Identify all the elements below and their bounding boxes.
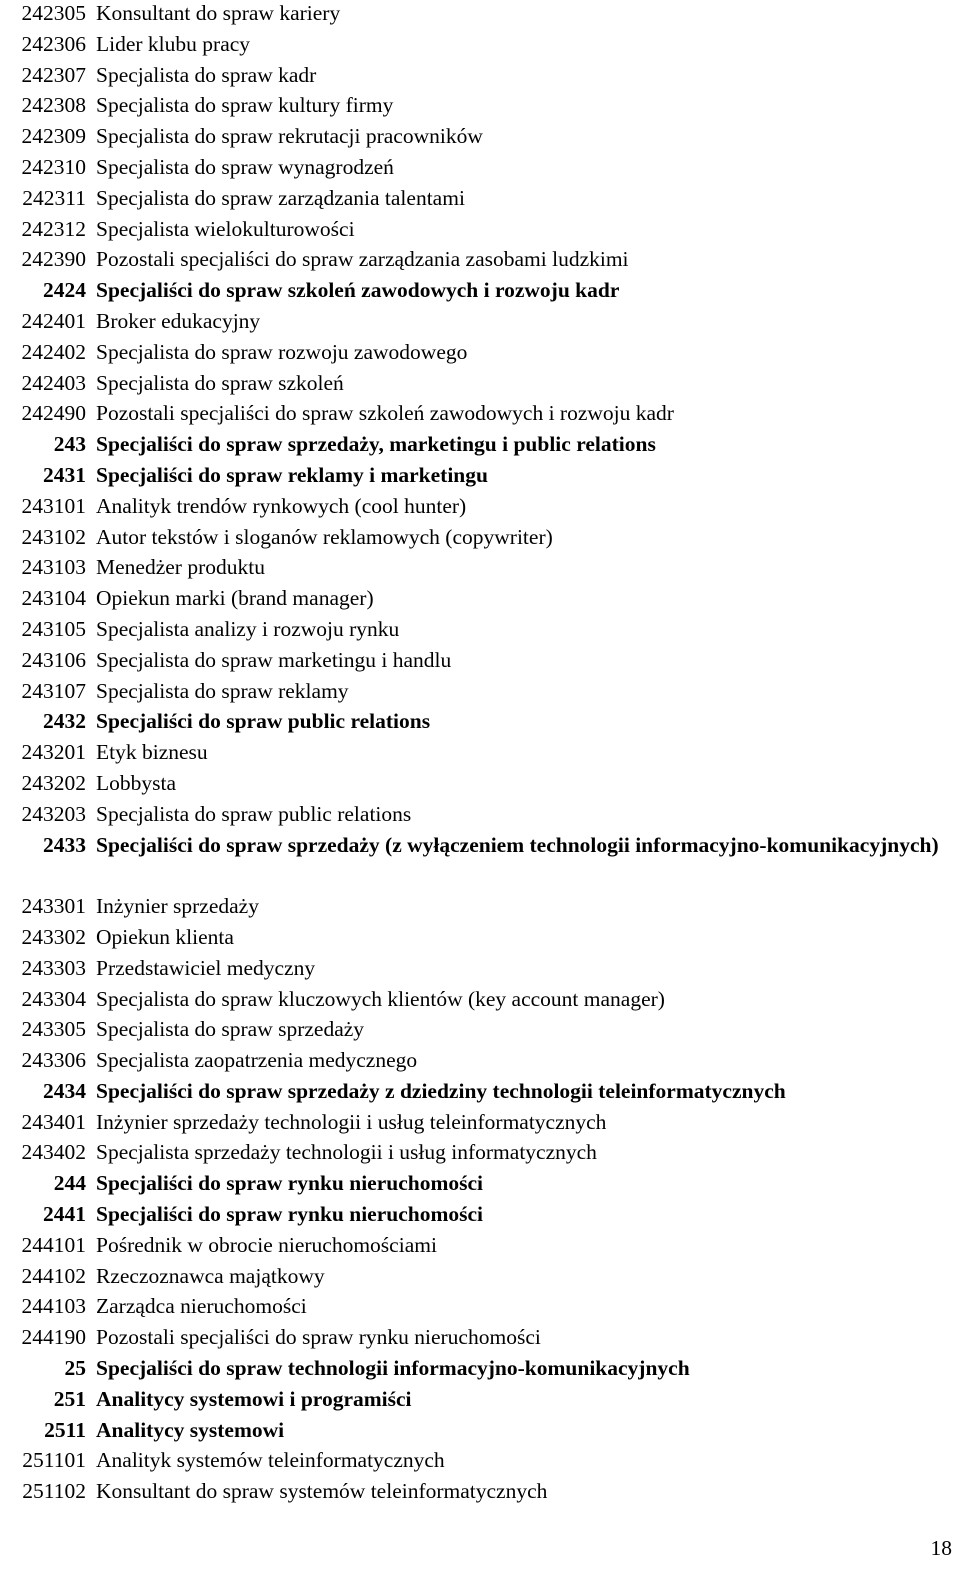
occupation-code: 2511 [44, 1417, 86, 1442]
occupation-title: Specjaliści do spraw sprzedaży, marketingu i public relations [96, 432, 656, 457]
occupation-code: 242401 [21, 308, 86, 333]
occupation-title: Etyk biznesu [96, 740, 208, 765]
occupation-code: 242390 [21, 247, 86, 272]
occupation-code: 244103 [21, 1294, 86, 1319]
occupation-row [0, 645, 960, 676]
group-heading-row [0, 1076, 960, 1107]
occupation-row [0, 953, 960, 984]
occupation-row [0, 60, 960, 91]
occupation-code: 243105 [21, 616, 86, 641]
occupation-title: Specjalista do spraw reklamy [96, 678, 349, 703]
group-heading-row [0, 1168, 960, 1199]
occupation-code: 251 [53, 1386, 86, 1411]
occupation-row [0, 1230, 960, 1261]
occupation-title: Specjalista do spraw kluczowych klientów (key account manager) [96, 986, 665, 1011]
occupation-code: 242309 [21, 124, 86, 149]
occupation-title: Inżynier sprzedaży [96, 894, 259, 919]
group-heading-row [0, 429, 960, 460]
group-heading-row [0, 706, 960, 737]
occupation-code: 243 [53, 432, 86, 457]
occupation-title: Specjalista sprzedaży technologii i usług informatycznych [96, 1140, 597, 1165]
page-number: 18 [930, 1536, 952, 1560]
occupation-title: Specjalista do spraw rekrutacji pracowników [96, 124, 483, 149]
occupation-title: Specjalista do spraw wynagrodzeń [96, 154, 394, 179]
occupation-row [0, 1014, 960, 1045]
group-heading-row [0, 1353, 960, 1384]
occupation-title: Konsultant do spraw systemów teleinformatycznych [96, 1479, 548, 1504]
occupation-code: 2432 [43, 709, 86, 734]
occupation-title: Analityk systemów teleinformatycznych [96, 1448, 445, 1473]
occupation-title: Specjalista do spraw kadr [96, 62, 317, 87]
occupation-row [0, 1137, 960, 1168]
occupation-row [0, 491, 960, 522]
occupation-title: Lobbysta [96, 770, 177, 795]
occupation-title: Specjalista do spraw kultury firmy [96, 93, 394, 118]
occupation-title: Specjaliści do spraw sprzedaży z dziedziny technologii teleinformatycznych [96, 1078, 786, 1103]
occupation-row [0, 1445, 960, 1476]
occupation-code: 243305 [21, 1017, 86, 1042]
occupation-row [0, 583, 960, 614]
occupation-code: 242311 [22, 185, 86, 210]
group-heading-row [0, 460, 960, 491]
occupation-code: 243101 [21, 493, 86, 518]
occupation-code: 25 [64, 1356, 86, 1381]
occupation-title: Specjaliści do spraw rynku nieruchomości [96, 1171, 484, 1196]
occupation-title: Specjalista do spraw zarządzania talentami [96, 185, 465, 210]
occupation-code: 242312 [21, 216, 86, 241]
occupation-code: 251102 [22, 1479, 86, 1504]
occupation-title: Specjaliści do spraw sprzedaży (z wyłączeniem technologii informacyjno-komunikacyjnych) [96, 832, 939, 857]
occupation-code: 243301 [21, 894, 86, 919]
occupation-row [0, 1322, 960, 1353]
occupation-title: Specjaliści do spraw technologii informacyjno-komunikacyjnych [96, 1356, 690, 1381]
occupation-code: 242305 [21, 1, 86, 25]
occupation-code: 243401 [21, 1109, 86, 1134]
occupation-row [0, 244, 960, 275]
occupation-title: Opiekun klienta [96, 924, 234, 949]
occupation-row [0, 152, 960, 183]
occupation-title: Specjaliści do spraw rynku nieruchomości [96, 1202, 484, 1227]
occupation-code: 243201 [21, 740, 86, 765]
occupation-row [0, 337, 960, 368]
occupation-title: Rzeczoznawca majątkowy [96, 1263, 325, 1288]
occupation-row [0, 891, 960, 922]
occupation-title: Analityk trendów rynkowych (cool hunter) [96, 493, 467, 518]
occupation-code: 242310 [21, 154, 86, 179]
occupation-code: 242308 [21, 93, 86, 118]
occupation-code: 242402 [21, 339, 86, 364]
group-heading-row [0, 1199, 960, 1230]
occupation-title: Analitycy systemowi i programiści [96, 1386, 412, 1411]
occupation-title: Specjalista analizy i rozwoju rynku [96, 616, 400, 641]
occupation-title: Konsultant do spraw kariery [96, 1, 341, 25]
occupation-code: 244190 [21, 1325, 86, 1350]
occupation-row [0, 1045, 960, 1076]
occupation-title: Analitycy systemowi [96, 1417, 285, 1442]
occupation-title: Inżynier sprzedaży technologii i usług teleinformatycznych [96, 1109, 607, 1134]
occupation-title: Opiekun marki (brand manager) [96, 586, 374, 611]
occupation-title: Przedstawiciel medyczny [96, 955, 316, 980]
occupation-title: Specjalista do spraw marketingu i handlu [96, 647, 452, 672]
occupation-code: 242307 [21, 62, 86, 87]
occupation-row [0, 121, 960, 152]
occupation-row [0, 368, 960, 399]
occupation-row [0, 614, 960, 645]
occupation-row [0, 922, 960, 953]
occupation-row [0, 799, 960, 830]
occupation-code: 2431 [43, 462, 86, 487]
occupation-code: 244101 [21, 1232, 86, 1257]
group-heading-row [0, 275, 960, 306]
occupation-title: Specjalista zaopatrzenia medycznego [96, 1048, 418, 1073]
occupation-row [0, 552, 960, 583]
occupation-code: 2434 [43, 1078, 86, 1103]
occupation-row [0, 768, 960, 799]
occupation-title: Pozostali specjaliści do spraw zarządzania zasobami ludzkimi [96, 247, 629, 272]
occupation-code: 242490 [21, 401, 86, 426]
occupation-code: 242403 [21, 370, 86, 395]
occupation-code: 243106 [21, 647, 86, 672]
occupation-row [0, 1291, 960, 1322]
occupation-title: Specjalista wielokulturowości [96, 216, 355, 241]
occupation-title: Specjalista do spraw sprzedaży [96, 1017, 365, 1042]
occupation-row [0, 984, 960, 1015]
occupation-row [0, 214, 960, 245]
occupation-title: Specjalista do spraw public relations [96, 801, 412, 826]
occupation-row [0, 183, 960, 214]
occupation-code: 2424 [43, 278, 86, 303]
occupation-code: 243304 [21, 986, 86, 1011]
occupation-row [0, 676, 960, 707]
occupation-code: 251101 [22, 1448, 86, 1473]
occupation-code: 243102 [21, 524, 86, 549]
occupation-title: Menedżer produktu [96, 555, 265, 580]
occupation-code: 2433 [43, 832, 86, 857]
occupation-row [0, 29, 960, 60]
occupation-title: Pośrednik w obrocie nieruchomościami [96, 1232, 437, 1257]
occupation-code: 244102 [21, 1263, 86, 1288]
occupation-row [0, 1107, 960, 1138]
occupation-row [0, 1261, 960, 1292]
occupation-title: Zarządca nieruchomości [96, 1294, 307, 1319]
occupation-code: 243107 [21, 678, 86, 703]
occupation-code: 243402 [21, 1140, 86, 1165]
occupation-code: 243202 [21, 770, 86, 795]
occupation-code: 243104 [21, 586, 86, 611]
group-heading-row [0, 1384, 960, 1415]
occupation-row [0, 1476, 960, 1507]
occupation-code: 243103 [21, 555, 86, 580]
occupation-row [0, 522, 960, 553]
occupation-title: Specjalista do spraw szkoleń [96, 370, 344, 395]
occupation-title: Pozostali specjaliści do spraw szkoleń zawodowych i rozwoju kadr [96, 401, 674, 426]
occupation-code: 2441 [43, 1202, 86, 1227]
occupation-row [0, 90, 960, 121]
occupation-code: 243302 [21, 924, 86, 949]
occupation-title: Lider klubu pracy [96, 31, 251, 56]
occupation-title: Pozostali specjaliści do spraw rynku nieruchomości [96, 1325, 541, 1350]
occupation-title: Specjaliści do spraw public relations [96, 709, 431, 734]
occupation-title: Specjaliści do spraw szkoleń zawodowych i rozwoju kadr [96, 278, 620, 303]
occupation-code: 243203 [21, 801, 86, 826]
group-heading-row [0, 830, 960, 892]
occupation-row [0, 398, 960, 429]
occupation-row [0, 306, 960, 337]
occupation-code: 244 [53, 1171, 86, 1196]
occupation-title: Autor tekstów i sloganów reklamowych (copywriter) [96, 524, 553, 549]
occupation-row [0, 737, 960, 768]
group-heading-row [0, 1415, 960, 1446]
occupation-title: Broker edukacyjny [96, 308, 261, 333]
occupation-title: Specjaliści do spraw reklamy i marketingu [96, 462, 488, 487]
occupation-code: 243303 [21, 955, 86, 980]
occupation-title: Specjalista do spraw rozwoju zawodowego [96, 339, 468, 364]
occupation-row [0, 0, 960, 29]
occupation-code: 242306 [21, 31, 86, 56]
occupation-code: 243306 [21, 1048, 86, 1073]
